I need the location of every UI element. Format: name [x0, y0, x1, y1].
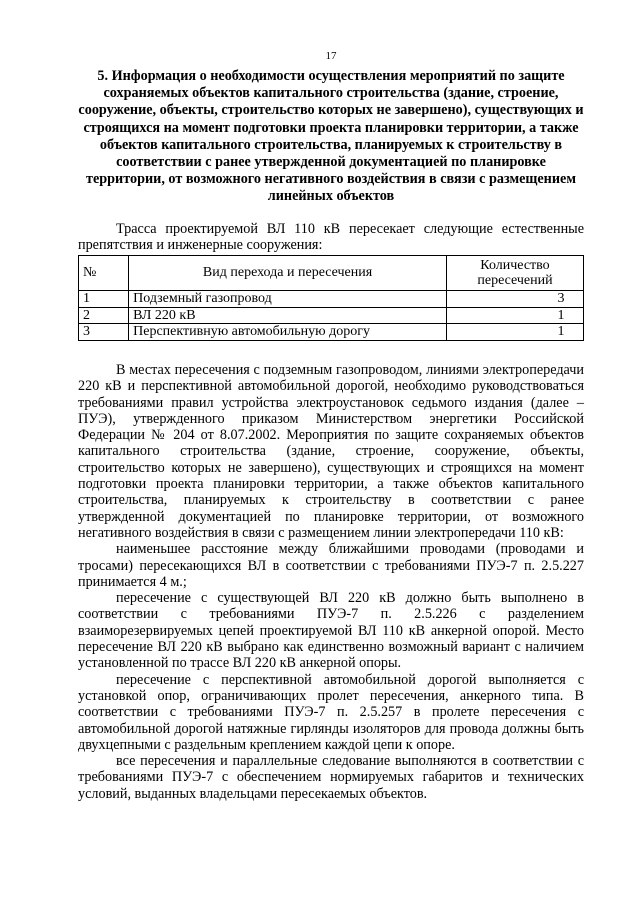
paragraph-minimum-distance: наименьшее расстояние между ближайшими проводами (проводами и тросами) пересекающихся ВЛ в соответствии с требованиями ПУЭ-7 п. 2.5.227 принимается 4 м.;: [78, 541, 584, 590]
header-number: №: [79, 256, 129, 291]
table-row: [79, 324, 584, 341]
paragraph-crossing-road: пересечение с перспективной автомобильной дорогой выполняется с установкой опор, ограничивающих пролет пересечения, анкерного типа. В соответствии с требованиями ПУЭ-7 п. 2.5.257 в пролете пересечения с автомобильной дорогой натяжные гирлянды изоляторов для провода должны быть двухцепными с раздельным креплением каждой цепи к опоре.: [78, 671, 584, 753]
body-text: [78, 362, 584, 802]
section-heading: 5. Информация о необходимости осуществления мероприятий по защите сохраняемых объектов капитального строительства (здание, строение, сооружение, объекты, строительство которых не завершено), существующих и строящихся на момент подготовки проекта планировки территории, а также объектов капитального строительства, планируемых к строительству в соответствии с ранее утвержденной документацией по планировке территории, от возможного негативного воздействия в связи с размещением линейных объектов: [78, 68, 584, 205]
header-count: Количество пересечений: [446, 256, 583, 291]
row-crossing-type: ВЛ 220 кВ: [129, 307, 447, 324]
row-number: 3: [79, 324, 129, 341]
row-count: 1: [446, 307, 583, 324]
intro-paragraph: Трасса проектируемой ВЛ 110 кВ пересекает следующие естественные препятствия и инженерные сооружения:: [78, 221, 584, 253]
paragraph-all-crossings: все пересечения и параллельные следование выполняются в соответствии с требованиями ПУЭ-7 с обеспечением нормируемых габаритов и технических условий, выданных владельцами пересекаемых объектов.: [78, 753, 584, 802]
table-header-row: [79, 256, 584, 291]
row-number: 2: [79, 307, 129, 324]
paragraph-protection-measures: В местах пересечения с подземным газопроводом, линиями электропередачи 220 кВ и перспективной автомобильной дорогой, необходимо руководствоваться требованиями правил устройства электроустановок седьмого издания (далее – ПУЭ), утвержденного приказом Министерством энергетики Российской Федерации № 204 от 8.07.2002. Мероприятия по защите сохраняемых объектов капитального строительства (здание, строение, сооружение, объекты, строительство которых не завершено), существующих и строящихся на момент подготовки проекта планировки территории, а также объектов капитального строительства, планируемых к строительству в соответствии с ранее утвержденной документацией по планировке территории, от возможного негативного воздействия в связи с размещением линии электропередачи 110 кВ:: [78, 362, 584, 541]
row-count: 3: [446, 291, 583, 308]
row-crossing-type: Перспективную автомобильную дорогу: [129, 324, 447, 341]
table-row: [79, 291, 584, 308]
crossings-table: [78, 255, 584, 341]
page-number: 17: [325, 50, 337, 62]
row-crossing-type: Подземный газопровод: [129, 291, 447, 308]
row-count: 1: [446, 324, 583, 341]
table-row: [79, 307, 584, 324]
paragraph-crossing-vl220: пересечение с существующей ВЛ 220 кВ должно быть выполнено в соответствии с требованиями ПУЭ-7 п. 2.5.226 с разделением взаиморезервируемых цепей проектируемой ВЛ 110 кВ анкерной опорой. Место пересечение ВЛ 220 кВ выбрано как единственно возможный вариант с наличием установленной по трассе ВЛ 220 кВ анкерной опоры.: [78, 590, 584, 672]
row-number: 1: [79, 291, 129, 308]
header-crossing-type: Вид перехода и пересечения: [129, 256, 447, 291]
